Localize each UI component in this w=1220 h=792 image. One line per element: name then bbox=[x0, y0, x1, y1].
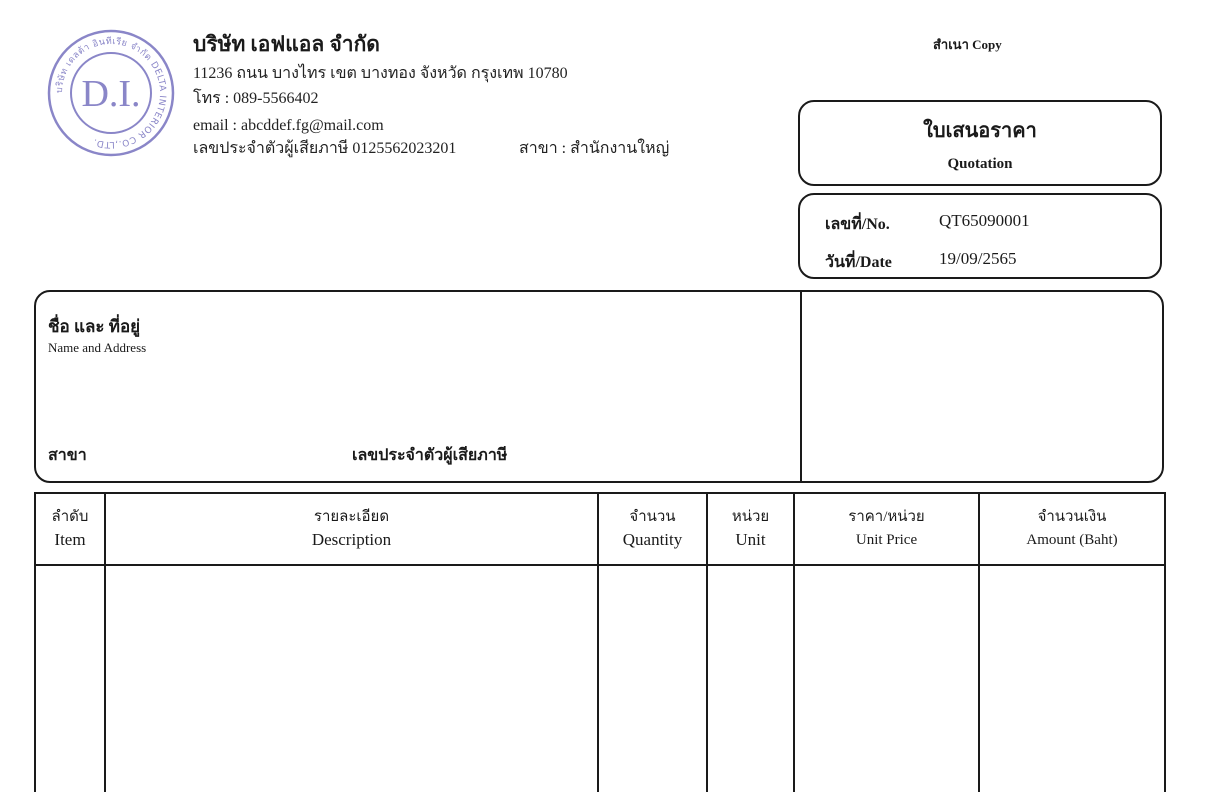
customer-branch-label: สาขา bbox=[48, 447, 87, 464]
company-email: email : abcddef.fg@mail.com bbox=[193, 117, 384, 134]
customer-label-thai: ชื่อ และ ที่อยู่ bbox=[48, 317, 141, 336]
logo-stamp-icon bbox=[46, 28, 176, 158]
company-phone: โทร : 089-5566402 bbox=[193, 90, 319, 107]
document-number-value: QT65090001 bbox=[939, 211, 1030, 230]
company-logo bbox=[46, 28, 176, 158]
cell-item bbox=[35, 565, 105, 792]
column-header-amount: จำนวนเงิน Amount (Baht) bbox=[979, 493, 1165, 565]
customer-box-divider bbox=[800, 292, 802, 481]
document-date-label: วันที่/Date bbox=[825, 254, 892, 271]
document-title-english: Quotation bbox=[947, 156, 1013, 172]
cell-unit bbox=[707, 565, 794, 792]
column-header-item: ลำดับ Item bbox=[35, 493, 105, 565]
cell-description bbox=[105, 565, 598, 792]
document-date-value: 19/09/2565 bbox=[939, 249, 1017, 268]
customer-box bbox=[34, 290, 1164, 483]
customer-tax-id-label: เลขประจำตัวผู้เสียภาษี bbox=[352, 447, 508, 464]
column-header-description: รายละเอียด Description bbox=[105, 493, 598, 565]
company-address: 11236 ถนน บางไทร เขต บางทอง จังหวัด กรุงเทพ 10780 bbox=[193, 65, 568, 82]
column-header-unit: หน่วย Unit bbox=[707, 493, 794, 565]
document-number-label: เลขที่/No. bbox=[825, 216, 890, 233]
document-title-thai: ใบเสนอราคา bbox=[923, 120, 1037, 142]
column-header-quantity: จำนวน Quantity bbox=[598, 493, 707, 565]
customer-label-english: Name and Address bbox=[48, 340, 147, 355]
logo-ring-text: บริษัท เดลต้า อินทีเรีย จำกัด DELTA INTERIOR CO.,LTD. bbox=[54, 36, 168, 150]
table-row bbox=[35, 565, 1165, 792]
column-header-unit-price: ราคา/หน่วย Unit Price bbox=[794, 493, 979, 565]
company-branch: สาขา : สำนักงานใหญ่ bbox=[519, 140, 670, 157]
logo-text: D.I. bbox=[81, 73, 141, 115]
cell-amount bbox=[979, 565, 1165, 792]
cell-quantity bbox=[598, 565, 707, 792]
document-number-box bbox=[798, 193, 1162, 279]
table-header-row bbox=[35, 493, 1165, 565]
cell-unit-price bbox=[794, 565, 979, 792]
company-tax-id: เลขประจำตัวผู้เสียภาษี 0125562023201 bbox=[193, 140, 457, 157]
copy-label: สำเนา Copy bbox=[933, 37, 1002, 52]
document-title-box bbox=[798, 100, 1162, 186]
items-table bbox=[34, 492, 1166, 792]
company-name: บริษัท เอฟแอล จำกัด bbox=[193, 32, 380, 56]
